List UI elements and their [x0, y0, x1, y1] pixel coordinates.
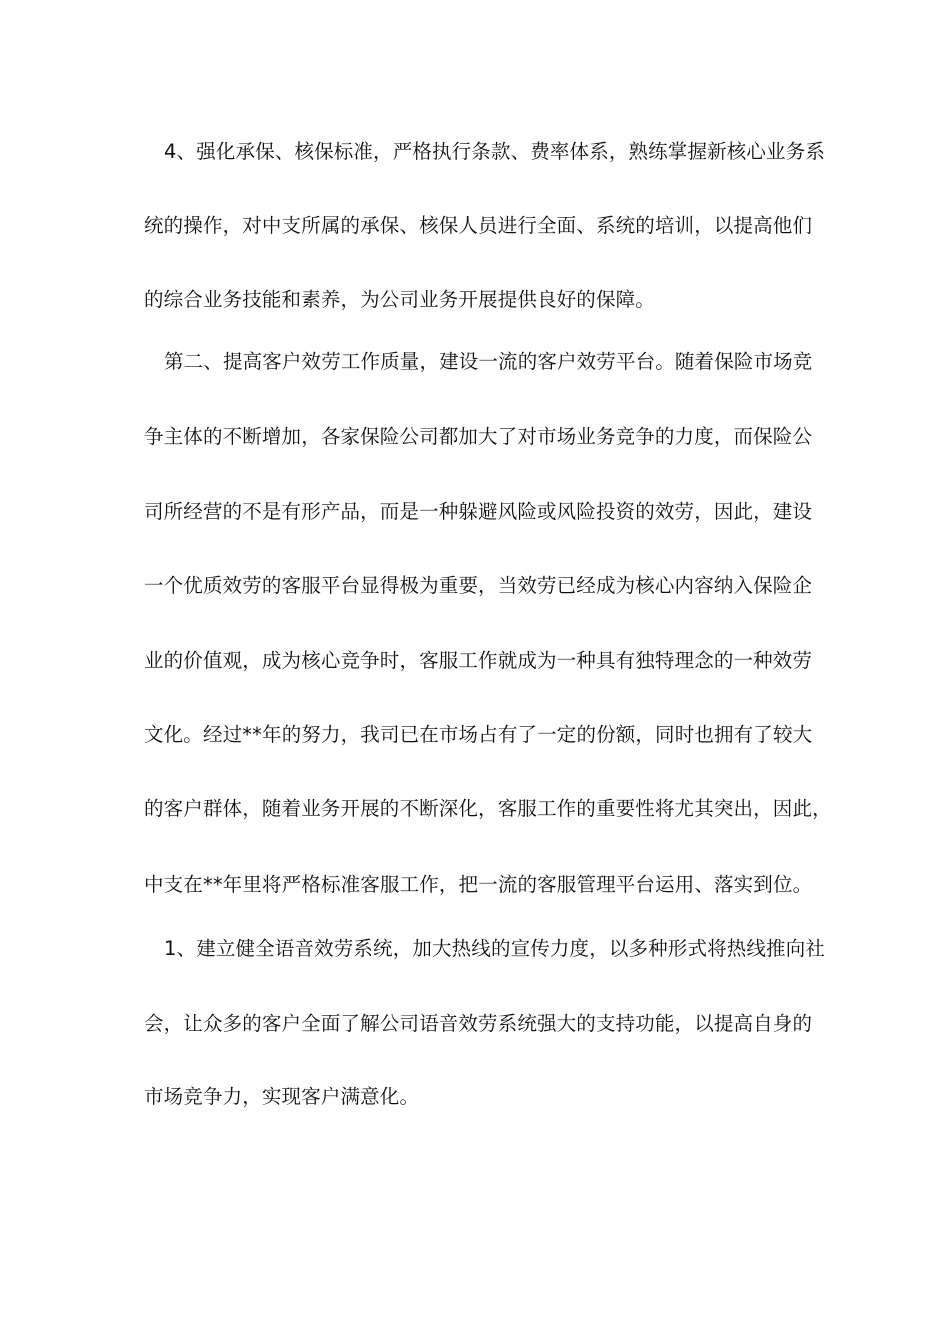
text-line: 司所经营的不是有形产品，而是一种躲避风险或风险投资的效劳，因此，建设 — [144, 500, 813, 523]
text-line: 业的价值观，成为核心竞争时，客服工作就成为一种具有独特理念的一种效劳 — [144, 649, 813, 672]
text-line: 中支在**年里将严格标准客服工作，把一流的客服管理平台运用、落实到位。 — [144, 873, 813, 896]
text-line: 统的操作，对中支所属的承保、核保人员进行全面、系统的培训，以提高他们 — [144, 214, 813, 237]
text-line: 市场竞争力，实现客户满意化。 — [144, 1085, 420, 1108]
text-line: 的客户群体，随着业务开展的不断深化，客服工作的重要性将尤其突出，因此， — [144, 797, 832, 820]
text-line: 的综合业务技能和素养，为公司业务开展提供良好的保障。 — [144, 288, 655, 311]
text-line: 第二、提高客户效劳工作质量，建设一流的客户效劳平台。随着保险市场竞 — [164, 350, 813, 373]
text-line: 会，让众多的客户全面了解公司语音效劳系统强大的支持功能，以提高自身的 — [144, 1012, 813, 1035]
text-line: 一个优质效劳的客服平台显得极为重要，当效劳已经成为核心内容纳入保险企 — [144, 574, 813, 597]
text-line: 1、建立健全语音效劳系统，加大热线的宣传力度，以多种形式将热线推向社 — [164, 937, 826, 960]
text-line: 文化。经过**年的努力，我司已在市场占有了一定的份额，同时也拥有了较大 — [144, 723, 813, 746]
text-line: 4、强化承保、核保标准，严格执行条款、费率体系，熟练掌握新核心业务系 — [164, 140, 826, 163]
text-line: 争主体的不断增加，各家保险公司都加大了对市场业务竞争的力度，而保险公 — [144, 425, 813, 448]
